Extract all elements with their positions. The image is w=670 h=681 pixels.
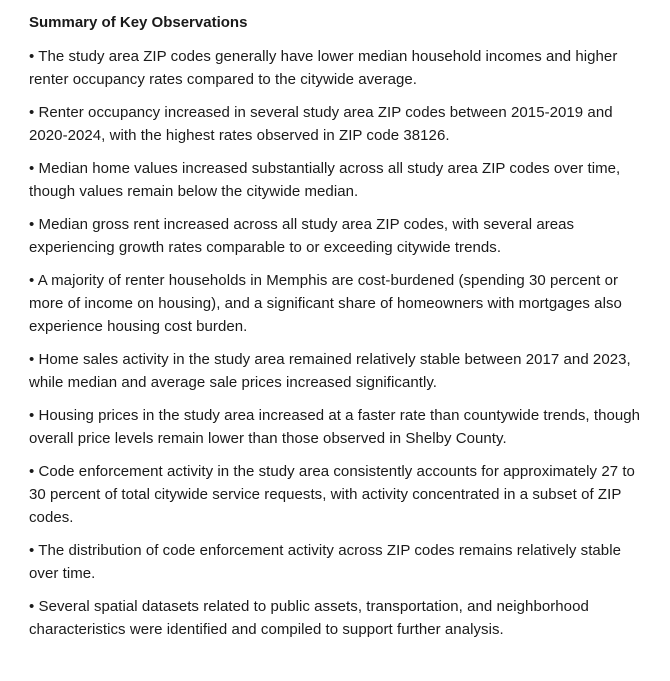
observation-income: • The study area ZIP codes generally have lower median household incomes and higher renter occupancy rates compared to the citywide average.	[29, 48, 618, 88]
observation-home-values: • Median home values increased substantially across all study area ZIP codes over time, though values remain below the citywide median.	[29, 160, 621, 200]
observation-code-enforcement-share: • Code enforcement activity in the study area consistently accounts for approximately 27 to 30 percent of total citywide service requests, with activity concentrated in a subset of ZIP codes.	[29, 463, 635, 526]
observation-code-enforcement-distribution: • The distribution of code enforcement activity across ZIP codes remains relatively stable over time.	[29, 542, 621, 582]
observation-renter-occupancy: • Renter occupancy increased in several study area ZIP codes between 2015-2019 and 2020-2024, with the highest rates observed in ZIP code 38126.	[29, 104, 613, 144]
observation-gross-rent: • Median gross rent increased across all study area ZIP codes, with several areas experiencing growth rates comparable to or exceeding citywide trends.	[29, 216, 575, 256]
observation-cost-burden: • A majority of renter households in Memphis are cost-burdened (spending 30 percent or more of income on housing), and a significant share of homeowners with mortgages also experience housing cost burden.	[29, 272, 622, 335]
observations-list	[29, 45, 646, 641]
section-title: Summary of Key Observations	[29, 14, 248, 31]
observation-spatial-datasets: • Several spatial datasets related to public assets, transportation, and neighborhood characteristics were identified and compiled to support further analysis.	[29, 598, 589, 638]
observation-housing-prices: • Housing prices in the study area increased at a faster rate than countywide trends, though overall price levels remain lower than those observed in Shelby County.	[29, 407, 641, 447]
observation-home-sales: • Home sales activity in the study area remained relatively stable between 2017 and 2023, while median and average sale prices increased significantly.	[29, 351, 631, 391]
